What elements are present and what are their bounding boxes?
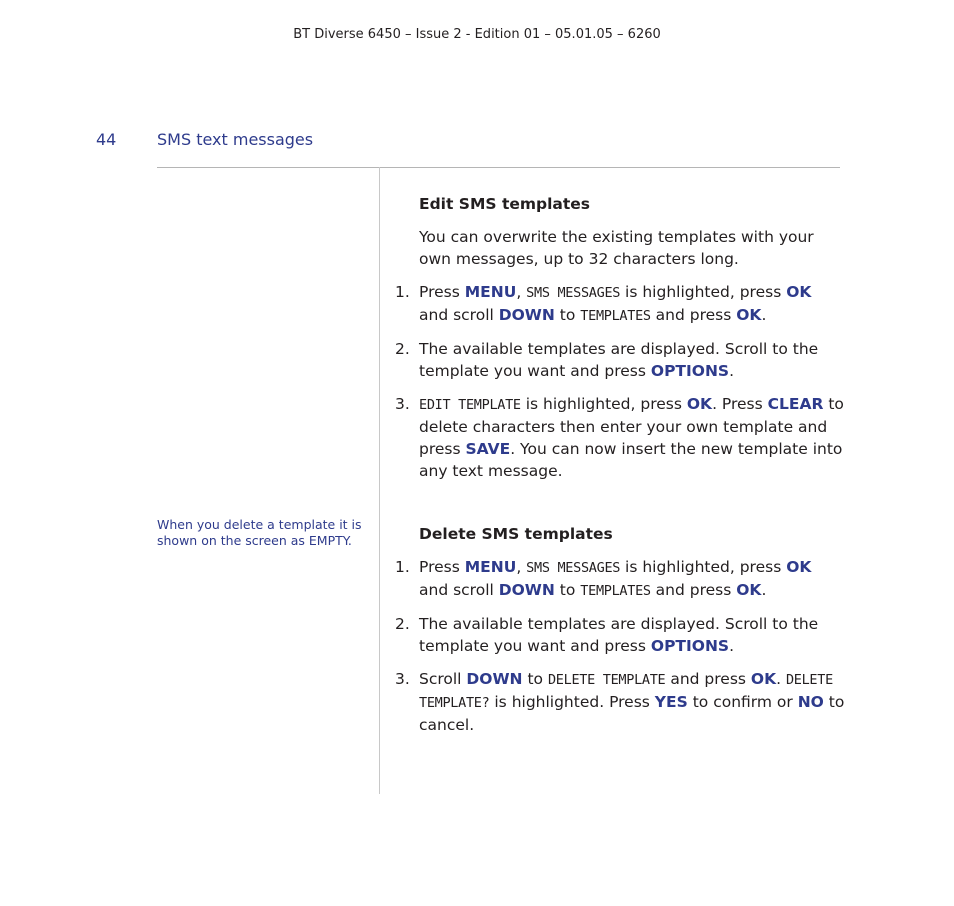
key-name: DOWN — [498, 581, 555, 599]
step-text: to — [554, 306, 581, 324]
key-name: OK — [736, 306, 762, 324]
step-number: 1. — [395, 558, 410, 576]
key-name: DOWN — [466, 670, 523, 688]
step-text: to cancel. — [419, 693, 845, 734]
display-text: DELETE TEMPLATE? — [419, 672, 833, 711]
display-text: EDIT TEMPLATE — [419, 397, 521, 413]
step-text: The available templates are displayed. Scroll to the template you want and press — [419, 340, 819, 380]
key-name: NO — [797, 693, 824, 711]
step-text: . — [729, 637, 735, 655]
step-text: , — [516, 558, 527, 576]
step-item — [395, 556, 845, 602]
edit-templates-steps — [395, 281, 845, 482]
column-divider — [379, 167, 380, 794]
step-text: . You can now insert the new template into any text message. — [419, 440, 843, 480]
header-divider — [157, 167, 840, 168]
delete-templates-steps — [395, 556, 845, 736]
step-number: 3. — [395, 670, 410, 688]
step-text: to confirm or — [687, 693, 798, 711]
step-text: and press — [650, 306, 737, 324]
step-number: 3. — [395, 395, 410, 413]
key-name: OK — [736, 581, 762, 599]
step-text: and scroll — [419, 306, 499, 324]
document-info: BT Diverse 6450 – Issue 2 - Edition 01 – 05.01.05 – 6260 — [293, 27, 661, 42]
edit-templates-intro: You can overwrite the existing templates with your own messages, up to 32 characters long. — [419, 228, 814, 268]
key-name: MENU — [464, 558, 517, 576]
step-text: is highlighted, press — [520, 395, 687, 413]
step-text: to delete characters then enter your own template and press — [419, 395, 844, 458]
step-text: and scroll — [419, 581, 499, 599]
key-name: OK — [786, 558, 812, 576]
step-number: 1. — [395, 283, 410, 301]
page-number: 44 — [96, 130, 117, 149]
section-title: SMS text messages — [157, 130, 314, 149]
key-name: CLEAR — [767, 395, 824, 413]
key-name: DOWN — [498, 306, 555, 324]
key-name: MENU — [464, 283, 517, 301]
display-text: SMS MESSAGES — [526, 285, 621, 301]
step-item — [395, 668, 845, 736]
step-text: and press — [665, 670, 751, 688]
step-item — [395, 393, 845, 482]
key-name: OK — [750, 670, 777, 688]
side-note: When you delete a template it is shown on the screen as EMPTY. — [157, 517, 362, 548]
step-text: and press — [650, 581, 737, 599]
display-text: TEMPLATES — [580, 308, 651, 324]
main-content — [395, 193, 845, 747]
key-name: OPTIONS — [650, 637, 730, 655]
step-text: . — [761, 581, 767, 599]
step-item — [395, 613, 845, 657]
key-name: OK — [686, 395, 713, 413]
step-number: 2. — [395, 615, 410, 633]
step-text: . — [776, 670, 786, 688]
key-name: SAVE — [465, 440, 511, 458]
edit-templates-heading: Edit SMS templates — [419, 195, 591, 213]
step-text: . — [729, 362, 735, 380]
step-text: Scroll — [419, 670, 467, 688]
key-name: OK — [786, 283, 812, 301]
step-item — [395, 338, 845, 382]
step-text: . — [761, 306, 767, 324]
display-text: DELETE TEMPLATE — [547, 672, 666, 688]
display-text: SMS MESSAGES — [526, 560, 621, 576]
step-text: . Press — [712, 395, 768, 413]
step-text: , — [516, 283, 527, 301]
step-text: to — [522, 670, 548, 688]
step-text: is highlighted. Press — [489, 693, 655, 711]
step-item — [395, 281, 845, 327]
step-number: 2. — [395, 340, 410, 358]
step-text: The available templates are displayed. Scroll to the template you want and press — [419, 615, 819, 655]
step-text: Press — [419, 558, 465, 576]
step-text: to — [554, 581, 581, 599]
step-text: Press — [419, 283, 465, 301]
step-text: is highlighted, press — [620, 558, 787, 576]
key-name: OPTIONS — [650, 362, 730, 380]
delete-templates-heading: Delete SMS templates — [419, 525, 613, 543]
display-text: TEMPLATES — [580, 583, 651, 599]
step-text: is highlighted, press — [620, 283, 787, 301]
key-name: YES — [654, 693, 688, 711]
